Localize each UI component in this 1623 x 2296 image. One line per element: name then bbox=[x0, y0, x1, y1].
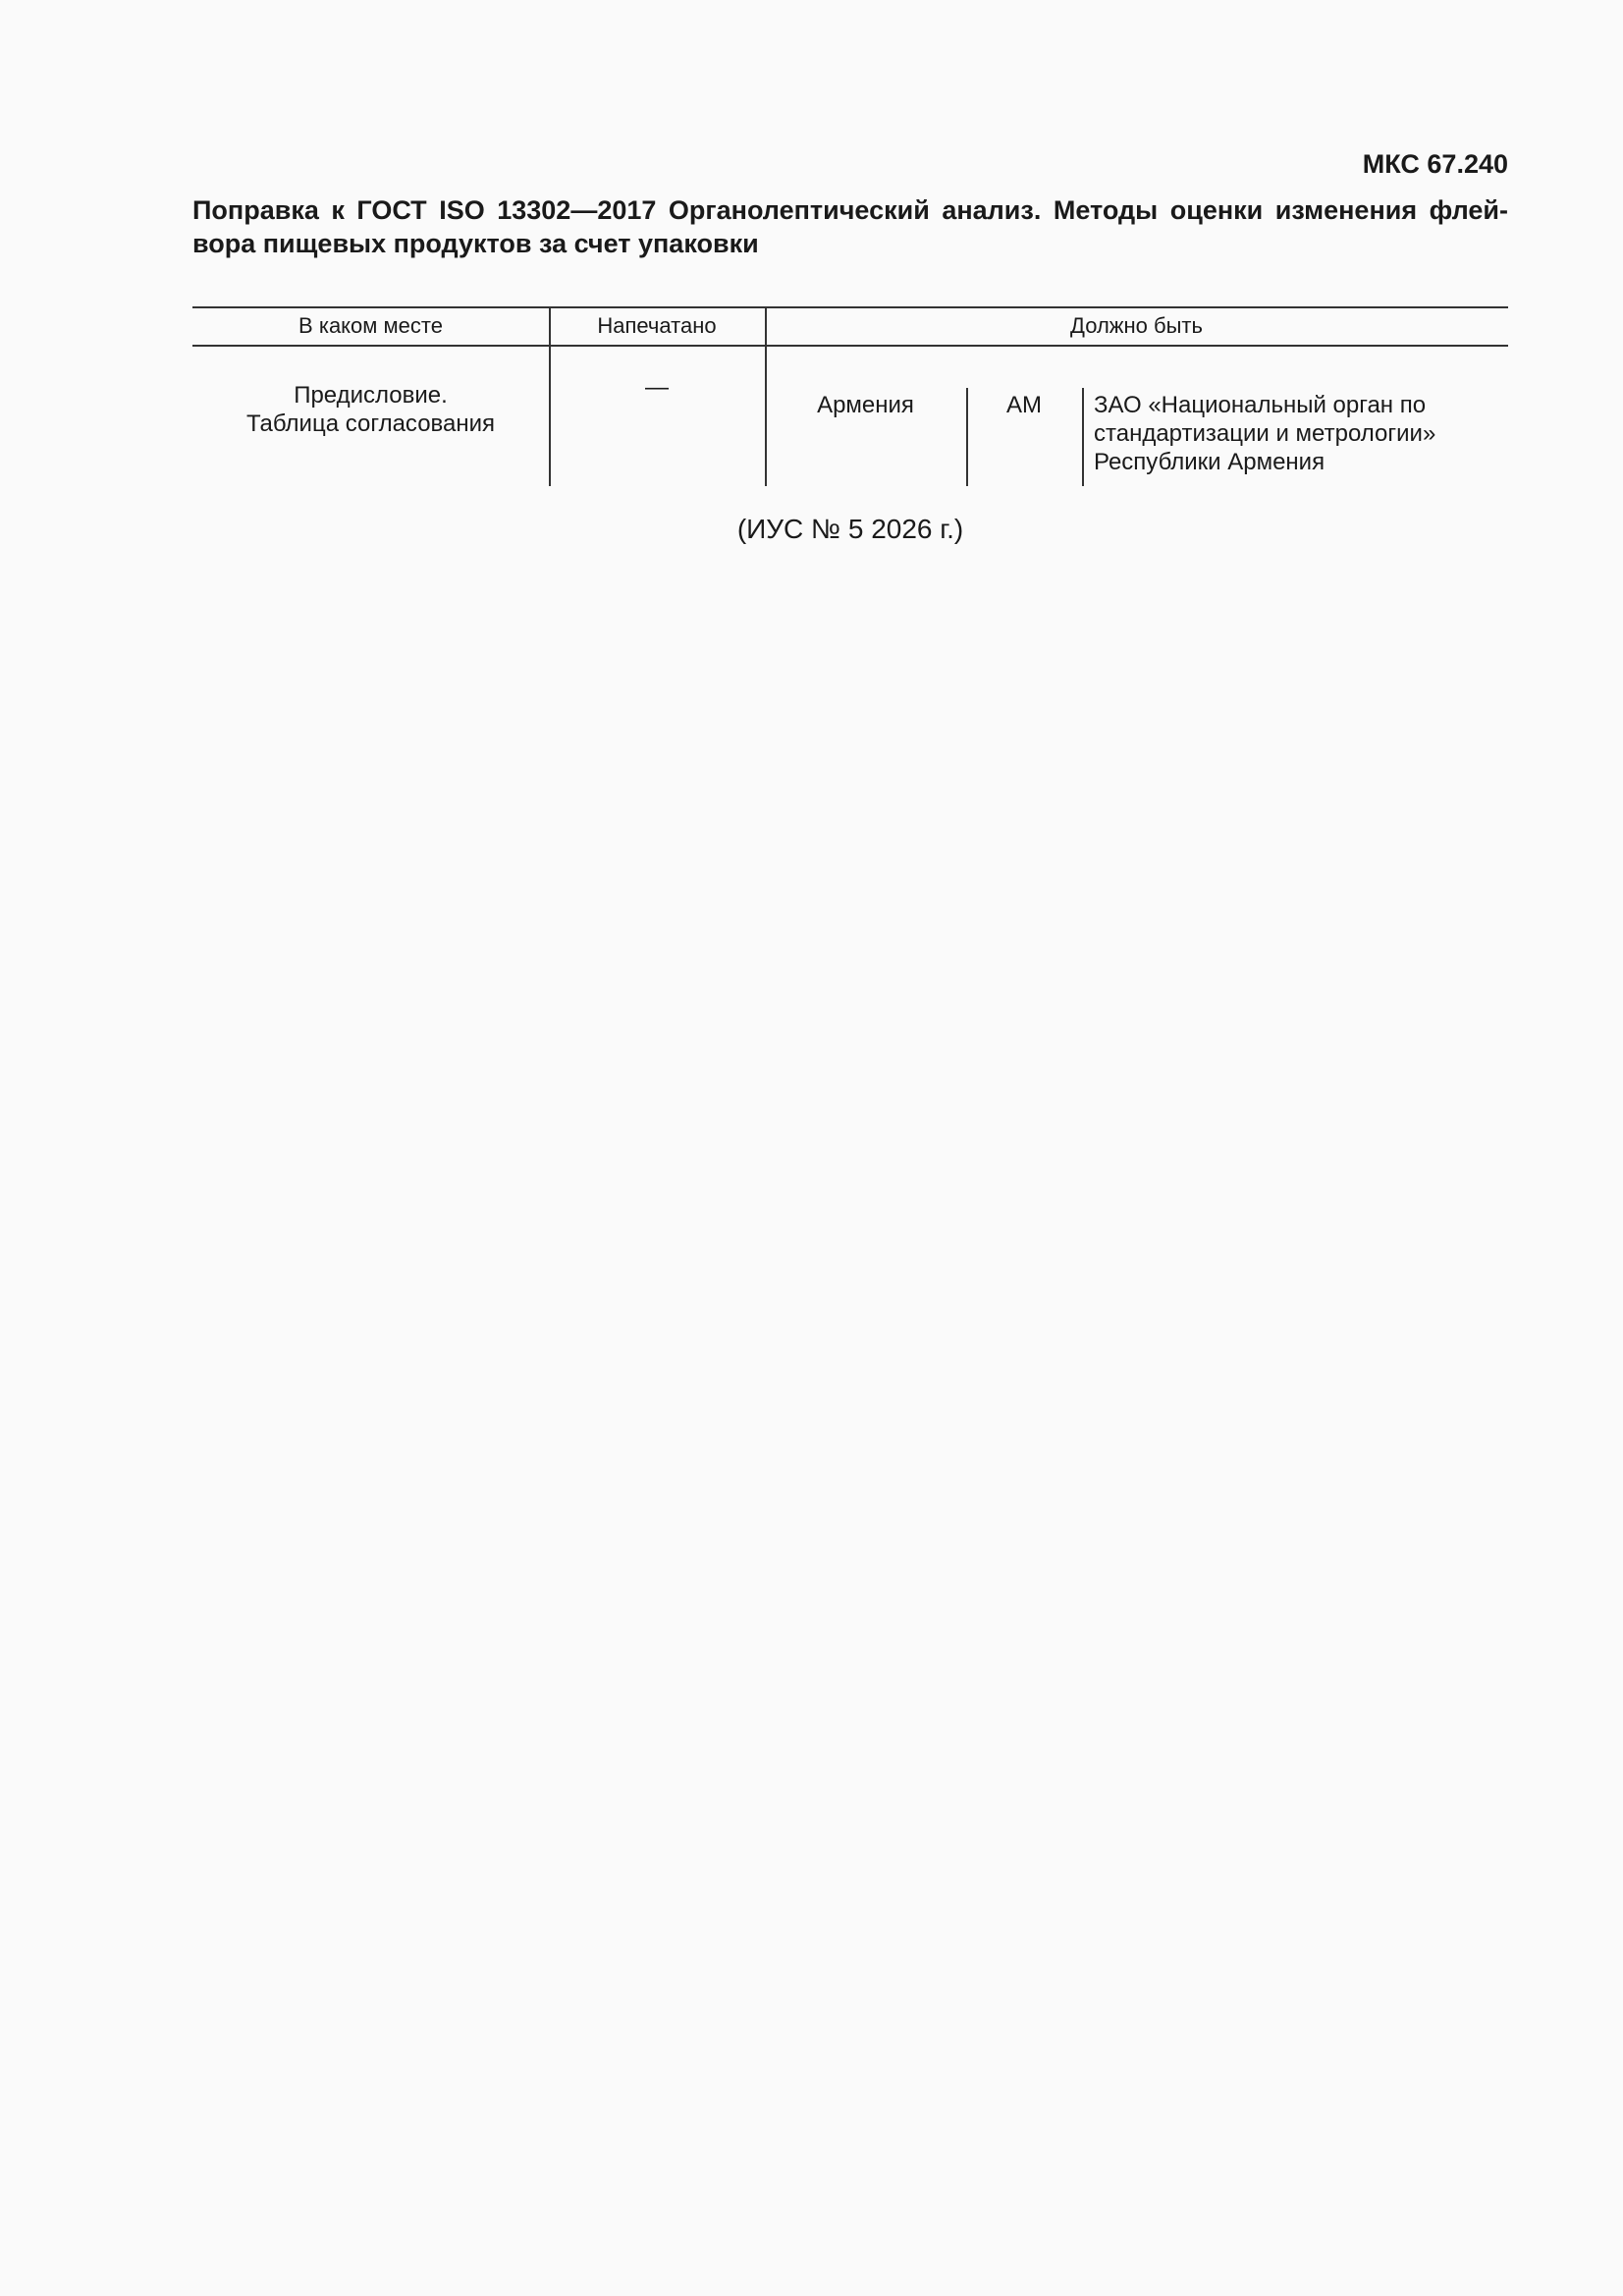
row-where-line: Предисловие. bbox=[294, 382, 448, 409]
ius-reference: (ИУС № 5 2026 г.) bbox=[736, 514, 964, 544]
row-organization bbox=[1094, 391, 1506, 476]
header-printed: Напечатано bbox=[597, 313, 717, 338]
header-where: В каком месте bbox=[298, 313, 443, 338]
row-organization-line: стандартизации и метрологии» bbox=[1094, 420, 1436, 447]
row-organization-line: ЗАО «Национальный орган по bbox=[1094, 392, 1427, 418]
row-country-code: AM bbox=[1006, 392, 1042, 418]
column-divider bbox=[1082, 388, 1084, 486]
row-printed: — bbox=[645, 374, 669, 401]
row-where bbox=[192, 381, 549, 438]
header-should-be: Должно быть bbox=[1070, 313, 1203, 338]
amendment-title: Поправка к ГОСТ ISO 13302—2017 Органолептический анализ. Методы оценки изменения флей-вора пищевых продуктов за счет упаковки bbox=[192, 195, 1508, 258]
row-where-line: Таблица согласования bbox=[245, 410, 496, 437]
table-header-rule bbox=[192, 345, 1508, 347]
classification-code: МКС 67.240 bbox=[1362, 149, 1508, 179]
table-top-rule bbox=[192, 306, 1508, 308]
row-country: Армения bbox=[817, 392, 914, 418]
amendment-table bbox=[192, 306, 1508, 486]
row-organization-line: Республики Армения bbox=[1094, 449, 1325, 475]
